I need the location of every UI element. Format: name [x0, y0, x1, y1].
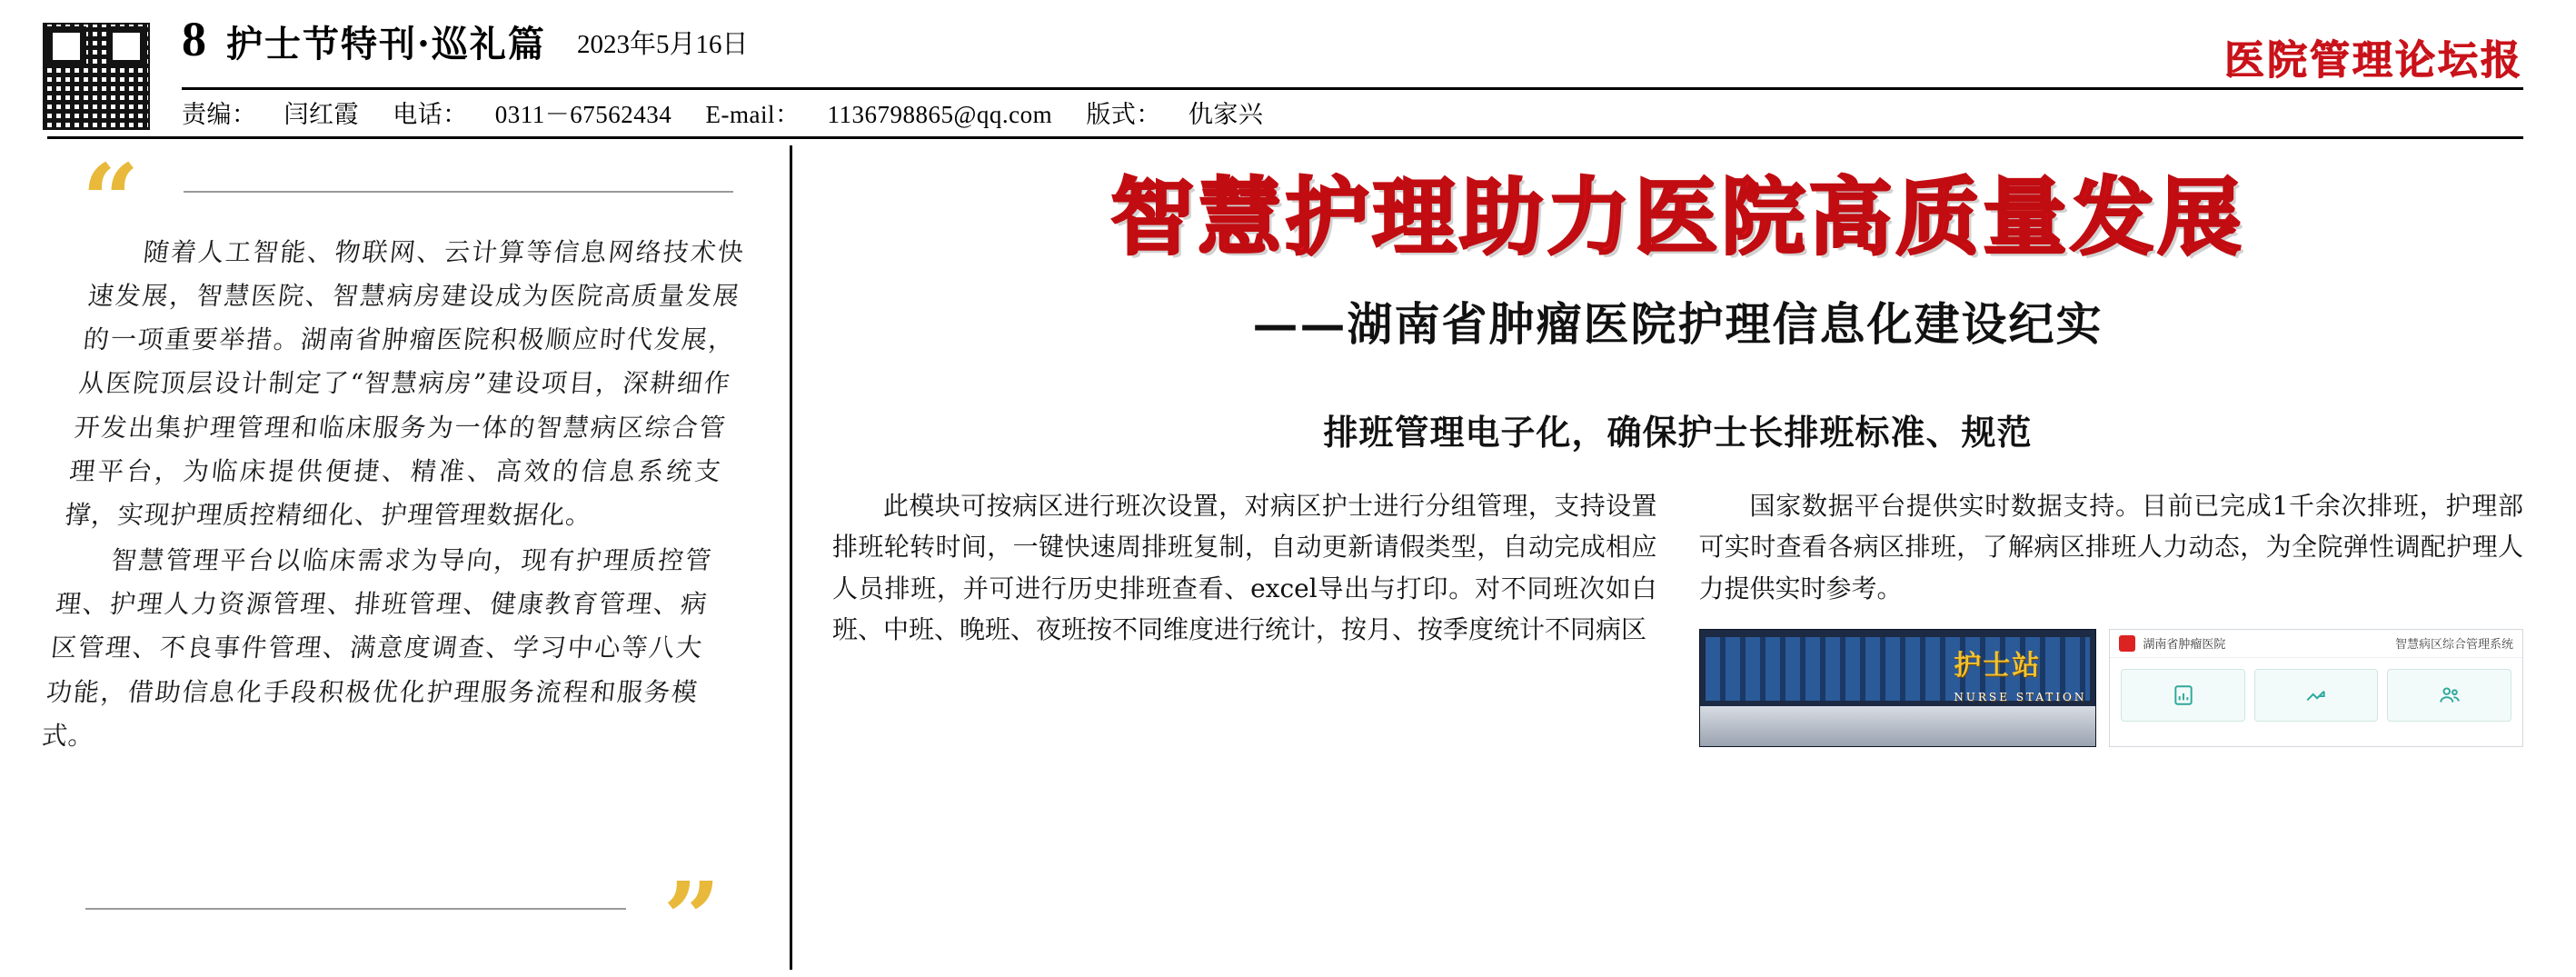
trending-up-icon — [2304, 683, 2328, 707]
system-title: 智慧病区综合管理系统 — [2394, 636, 2513, 651]
lead-rule-top — [184, 191, 733, 193]
masthead — [0, 0, 2576, 136]
nurse-station-sign-en: NURSE STATION — [1954, 690, 2087, 703]
quote-close-mark: ” — [662, 860, 715, 977]
lead-text — [40, 231, 754, 758]
people-group-icon — [2438, 683, 2462, 707]
email-value: 1136798865@qq.com — [827, 101, 1053, 128]
lead-paragraph-1: 随着人工智能、物联网、云计算等信息网络技术快速发展，智慧医院、智慧病房建设成为医院高质量发展的一项重要举措。湖南省肿瘤医院积极顺应时代发展，从医院顶层设计制定了“智慧病房”建设项目，深耕细作开发出集护理管理和临床服务为一体的智慧病区综合管理平台，为临床提供便捷、精准、高效的信息系统支撑，实现护理质控精细化、护理管理数据化。 — [63, 237, 746, 530]
nurse-station-sign — [1954, 644, 2086, 706]
nurse-desk — [1700, 706, 2096, 746]
article-body-right: 国家数据平台提供实时数据支持。目前已完成1千余次排班，护理部可实时查看各病区排班，了解病区排班人力动态，为全院弹性调配护理人力提供实时参考。 — [1698, 491, 2523, 603]
masthead-title-row — [182, 12, 749, 66]
layout-name: 仇家兴 — [1188, 101, 1264, 128]
publication-date: 2023年5月16日 — [576, 30, 749, 59]
article-columns — [832, 485, 2523, 747]
newspaper-brand: 医院管理论坛报 — [2224, 37, 2523, 84]
article-main — [792, 145, 2523, 970]
article-subheadline: ——湖南省肿瘤医院护理信息化建设纪实 — [1252, 297, 2104, 352]
layout-label: 版式： — [1086, 101, 1161, 128]
email-label: E-mail： — [705, 101, 801, 128]
article-column-left — [832, 485, 1657, 747]
lead-paragraph-2: 智慧管理平台以临床需求为导向，现有护理质控管理、护理人力资源管理、排班管理、健康教育管理、病区管理、不良事件管理、满意度调查、学习中心等八大功能，借助信息化手段积极优化护理服务流程和服务模式。 — [40, 545, 714, 751]
media-row — [1699, 629, 2524, 747]
editor-name: 闫红霞 — [283, 101, 359, 128]
quote-open-mark: “ — [82, 142, 134, 259]
document-chart-icon — [2172, 683, 2195, 707]
lead-rule-bottom — [85, 908, 626, 910]
article-section-heading: 排班管理电子化，确保护士长排班标准、规范 — [1323, 412, 2033, 454]
hospital-name: 湖南省肿瘤医院 — [2143, 636, 2226, 651]
article-body-left: 此模块可按病区进行班次设置，对病区护士进行分组管理，支持设置排班轮转时间，一键快速周排班复制，自动更新请假类型，自动完成相应人员排班，并可进行历史排班查看、excel导出与打印。对不同班次如白班、中班、晚班、夜班按不同维度进行统计，按月、按季度统计不同病区 — [832, 491, 1657, 645]
credits-line — [182, 95, 1290, 130]
nurse-station-photo — [1699, 629, 2097, 747]
masthead-divider — [182, 87, 2523, 90]
tile-people-group[interactable] — [2387, 669, 2511, 722]
smart-ward-platform-screenshot — [2109, 629, 2523, 747]
article-column-right — [1699, 485, 2524, 747]
masthead-bottom-divider — [47, 136, 2523, 139]
section-title: 护士节特刊·巡礼篇 — [226, 23, 546, 65]
page-number: 8 — [182, 12, 206, 66]
app-tiles — [2110, 658, 2522, 733]
qr-code-icon[interactable] — [36, 16, 156, 136]
phone-value: 0311－67562434 — [494, 101, 672, 128]
app-header — [2110, 630, 2522, 658]
tile-document-chart[interactable] — [2121, 669, 2245, 722]
nurse-station-sign-cn: 护士站 — [1954, 650, 2042, 683]
tile-trending-up[interactable] — [2254, 669, 2379, 722]
hospital-logo-icon — [2119, 635, 2135, 652]
phone-label: 电话： — [393, 101, 468, 128]
lead-quote-box — [40, 142, 792, 977]
page-body — [40, 142, 2523, 977]
article-headline: 智慧护理助力医院高质量发展 — [1110, 168, 2245, 266]
editor-label: 责编： — [182, 101, 257, 128]
